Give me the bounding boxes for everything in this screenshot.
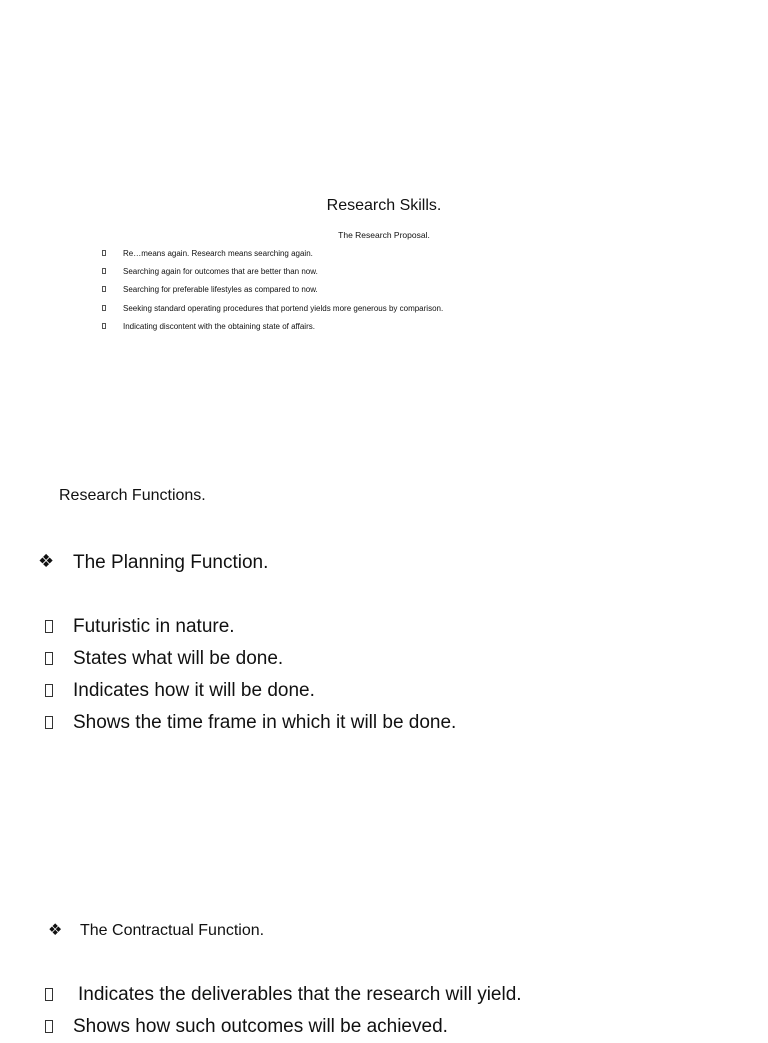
checkbox-bullet-icon [45, 620, 53, 633]
list-item-text: Indicates how it will be done. [73, 680, 315, 701]
checkbox-bullet-icon [45, 988, 53, 1001]
list-item-text: Re…means again. Research means searching again. [123, 249, 313, 258]
list-item-text: Searching again for outcomes that are better than now. [123, 267, 318, 276]
document-subtitle: The Research Proposal. [338, 230, 430, 240]
list-item [45, 979, 745, 1011]
checkbox-bullet-icon [102, 268, 106, 274]
checkbox-bullet-icon [102, 286, 106, 292]
checkbox-bullet-icon [102, 305, 106, 311]
list-item-text: Indicating discontent with the obtaining state of affairs. [123, 322, 315, 331]
diamond-bullet-icon: ❖ [48, 920, 63, 939]
list-item-text: States what will be done. [73, 648, 284, 669]
checkbox-bullet-icon [45, 684, 53, 697]
list-item [45, 1011, 745, 1043]
list-item [45, 675, 745, 707]
section-heading: Research Functions. [59, 487, 206, 504]
contractual-heading: The Contractual Function. [80, 922, 265, 939]
list-item-text: Shows the time frame in which it will be done. [73, 712, 457, 733]
checkbox-bullet-icon [45, 652, 53, 665]
list-item-text: Indicates the deliverables that the research will yield. [78, 984, 522, 1005]
document-title: Research Skills. [326, 197, 442, 214]
list-item-text: Futuristic in nature. [73, 616, 235, 637]
checkbox-bullet-icon [45, 1020, 53, 1033]
planning-heading: The Planning Function. [73, 552, 269, 573]
list-item-text: Shows how such outcomes will be achieved. [73, 1016, 448, 1037]
checkbox-bullet-icon [45, 716, 53, 729]
diamond-bullet-icon: ❖ [38, 551, 55, 572]
checkbox-bullet-icon [102, 323, 106, 329]
list-item-text: Searching for preferable lifestyles as compared to now. [123, 285, 318, 294]
list-item-text: Seeking standard operating procedures that portend yields more generous by comparison. [123, 304, 444, 313]
list-item [45, 707, 745, 739]
list-item [45, 643, 745, 675]
list-item [45, 611, 745, 643]
checkbox-bullet-icon [102, 250, 106, 256]
